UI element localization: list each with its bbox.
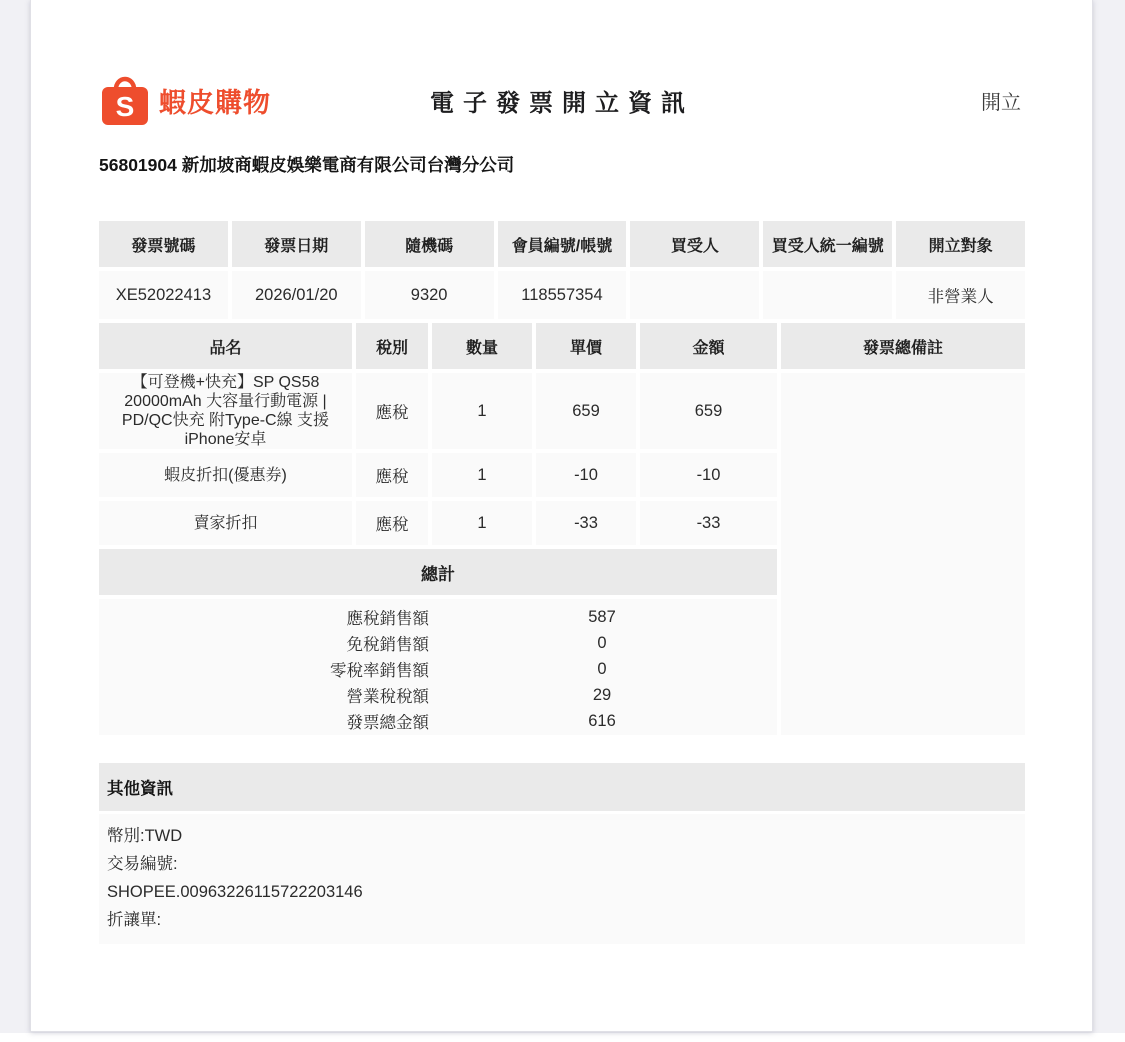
- item-tax-cell: 應稅: [356, 453, 428, 497]
- invoice-content: [31, 72, 1092, 944]
- invoice-number-cell: XE52022413: [99, 271, 228, 319]
- items-header-cell: 數量: [432, 323, 532, 369]
- item-qty-cell: 1: [432, 453, 532, 497]
- other-info-title: 其他資訊: [99, 763, 1025, 811]
- currency-line: 幣別:TWD: [107, 827, 183, 845]
- items-header-cell: 稅別: [356, 323, 428, 369]
- totals-header: 總計: [99, 549, 777, 595]
- items-header-cell: 金額: [640, 323, 777, 369]
- total-label: 零稅率銷售額: [330, 662, 429, 680]
- item-amount-cell: -10: [640, 453, 777, 497]
- other-info-body: [99, 814, 1025, 944]
- page-title: 電子發票開立資訊: [430, 89, 694, 117]
- total-value: 0: [597, 659, 607, 678]
- total-line: [99, 656, 777, 682]
- transaction-label-line: 交易編號:: [107, 855, 178, 873]
- random-code-cell: 9320: [365, 271, 494, 319]
- invoice-header-cell: 開立對象: [896, 221, 1025, 267]
- allowance-line: 折讓單:: [107, 911, 162, 929]
- invoice-header-cell: 買受人: [630, 221, 759, 267]
- issue-status-label: 開立: [981, 91, 1021, 114]
- buyer-tax-id-cell: [763, 271, 892, 319]
- item-name-cell: 【可登機+快充】SP QS58 20000mAh 大容量行動電源 | PD/QC快充 附Type-C線 支援 iPhone安卓: [99, 373, 352, 449]
- total-value: 29: [592, 685, 612, 704]
- items-header-cell: 發票總備註: [781, 323, 1025, 369]
- invoice-header-cell: 發票日期: [232, 221, 361, 267]
- item-qty-cell: 1: [432, 501, 532, 545]
- total-label: 發票總金額: [346, 714, 429, 732]
- invoice-header-cell: 隨機碼: [365, 221, 494, 267]
- total-label: 營業稅稅額: [346, 688, 429, 706]
- shopee-brand: [99, 72, 309, 128]
- total-line: [99, 708, 777, 734]
- items-table: [99, 323, 1025, 735]
- item-qty-cell: 1: [432, 373, 532, 449]
- issue-target-cell: 非營業人: [896, 271, 1025, 319]
- item-unit-price-cell: 659: [536, 373, 636, 449]
- invoice-remark-cell: [781, 373, 1025, 735]
- document-header: [99, 72, 1025, 128]
- invoice-header-cell: 發票號碼: [99, 221, 228, 267]
- item-tax-cell: 應稅: [356, 373, 428, 449]
- item-amount-cell: -33: [640, 501, 777, 545]
- invoice-page: [30, 0, 1093, 1032]
- item-name-cell: 賣家折扣: [99, 501, 352, 545]
- shopee-bag-icon: [99, 72, 151, 128]
- total-line: [99, 630, 777, 656]
- total-label: 免稅銷售額: [346, 636, 429, 654]
- total-value: 616: [588, 711, 616, 730]
- other-info-section: [99, 763, 1025, 944]
- item-name-cell: 蝦皮折扣(優惠券): [99, 453, 352, 497]
- seller-title: 56801904 新加坡商蝦皮娛樂電商有限公司台灣分公司: [99, 155, 515, 175]
- invoice-date-cell: 2026/01/20: [232, 271, 361, 319]
- logo-letter: S: [115, 91, 135, 122]
- item-unit-price-cell: -33: [536, 501, 636, 545]
- total-label: 應稅銷售額: [346, 610, 429, 628]
- items-header-cell: 品名: [99, 323, 352, 369]
- item-tax-cell: 應稅: [356, 501, 428, 545]
- transaction-number-line: SHOPEE.00963226115722203146: [107, 883, 363, 901]
- member-account-cell: 118557354: [498, 271, 627, 319]
- total-line: [99, 682, 777, 708]
- buyer-cell: [630, 271, 759, 319]
- brand-name: 蝦皮購物: [159, 87, 271, 118]
- total-value: 0: [597, 633, 607, 652]
- invoice-header-cell: 會員編號/帳號: [498, 221, 627, 267]
- invoice-info-table: [99, 221, 1025, 319]
- total-value: 587: [588, 607, 616, 626]
- item-unit-price-cell: -10: [536, 453, 636, 497]
- items-header-cell: 單價: [536, 323, 636, 369]
- item-amount-cell: 659: [640, 373, 777, 449]
- total-line: [99, 604, 777, 630]
- invoice-header-cell: 買受人統一編號: [763, 221, 892, 267]
- totals-block: [99, 599, 777, 735]
